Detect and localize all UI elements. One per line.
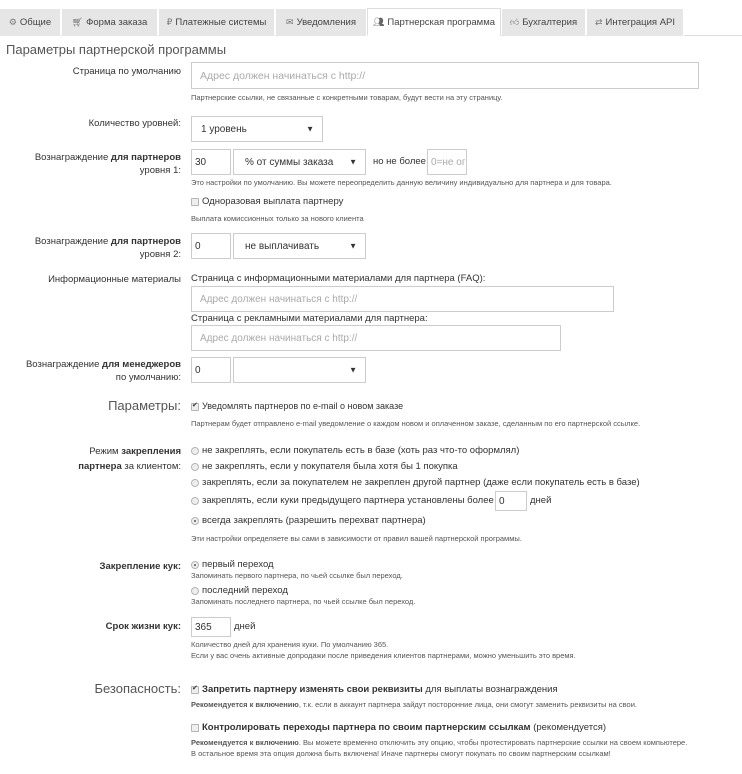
label-text: Вознаграждение xyxy=(25,359,103,370)
forbid-requisites-change-checkbox[interactable] xyxy=(191,686,199,694)
default-page-hint: Партнерские ссылки, не связанные с конкретными товарам, будут вести на эту страницу. xyxy=(191,93,503,102)
cookie-days-unit: дней xyxy=(530,495,552,506)
levels-select[interactable] xyxy=(191,116,323,142)
reward-level2-amount-input[interactable]: 0 xyxy=(191,233,231,259)
cookie-lifetime-hint-2: Если у вас очень активные допродажи после приведения клиентов партнерами, можно уменьшить это время. xyxy=(191,651,576,660)
tab-label: Общие xyxy=(19,17,52,28)
gear-icon: ⚙ xyxy=(8,17,17,27)
ruble-icon: ₽ xyxy=(166,17,173,27)
label-bold-text: закрепления xyxy=(121,446,181,457)
tab-affiliate-program[interactable] xyxy=(367,8,501,36)
cart-icon: 🛒︎ xyxy=(71,17,84,27)
security-label: Безопасность: xyxy=(94,681,181,696)
binding-mode-radio-2[interactable] xyxy=(191,463,199,471)
label-text: (рекомендуется) xyxy=(530,722,606,733)
tab-api-integration[interactable] xyxy=(587,9,684,36)
reward-level1-hint: Это настройки по умолчанию. Вы можете переопределить данную величину индивидуально для партнера и для товара. xyxy=(191,178,612,187)
tab-notifications[interactable] xyxy=(276,9,367,36)
faq-page-label: Страница с информационными материалами для партнера (FAQ): xyxy=(191,273,486,284)
tab-label: Форма заказа xyxy=(86,17,148,28)
max-label: но не более xyxy=(373,156,426,167)
reward-managers-label xyxy=(10,358,181,384)
hint-bold-text: Рекомендуется к включению xyxy=(191,738,299,747)
forbid-requisites-change-label xyxy=(202,684,558,695)
dropdown-arrow-icon: ▼ xyxy=(349,365,357,375)
params-label: Параметры: xyxy=(108,398,181,413)
control-clicks-label xyxy=(202,722,606,733)
info-materials-label: Информационные материалы xyxy=(48,274,181,285)
reward-level1-type-select[interactable] xyxy=(233,149,366,175)
cookie-days-input[interactable]: 0 xyxy=(495,491,527,511)
reward-level1-amount-input[interactable]: 30 xyxy=(191,149,231,175)
label-text: для выплаты вознаграждения xyxy=(422,684,558,695)
tab-label: Платежные системы xyxy=(175,17,267,28)
label-bold-text: партнера xyxy=(78,461,122,472)
cookie-lifetime-label: Срок жизни кук: xyxy=(105,621,181,632)
cookie-last-radio[interactable] xyxy=(191,587,199,595)
binding-mode-radio-3[interactable] xyxy=(191,479,199,487)
hint-text: . Вы можете временно отключить эту опцию, чтобы протестировать партнерские ссылки на своем компьютере. xyxy=(298,738,688,747)
tab-general[interactable] xyxy=(0,9,61,36)
tab-label: Интеграция API xyxy=(605,17,676,28)
tab-payment-systems[interactable] xyxy=(159,9,275,36)
forbid-requisites-change-hint xyxy=(191,699,637,711)
binding-mode-option-2: не закреплять, если у покупателя была хотя бы 1 покупка xyxy=(202,461,458,472)
label-bold-text: для партнеров xyxy=(110,152,181,163)
dropdown-arrow-icon: ▼ xyxy=(349,241,357,251)
cookie-first-label: первый переход xyxy=(202,559,274,570)
cookie-last-hint: Запоминать последнего партнера, по чьей ссылке был переход. xyxy=(191,597,416,606)
default-page-input[interactable]: Адрес должен начинаться с http:// xyxy=(191,62,699,89)
hint-text: , т.к. если в аккаунт партнера зайдут посторонние лица, они смогут заменить реквизиты на свои. xyxy=(298,700,637,709)
cookie-lifetime-hint-1: Количество дней для хранения куки. По умолчанию 365. xyxy=(191,640,389,649)
reward-level1-label xyxy=(10,151,181,177)
label-text: Вознаграждение xyxy=(34,152,111,163)
binding-mode-option-1: не закреплять, если покупатель есть в базе (хоть раз что-то оформлял) xyxy=(202,445,520,456)
reward-level1-type-value: % от суммы заказа xyxy=(245,156,334,168)
users-icon: 👥︎ xyxy=(372,17,385,27)
label-bold-text: для менеджеров xyxy=(102,359,181,370)
tab-label: Уведомления xyxy=(296,17,356,28)
tab-label: Бухгалтерия xyxy=(522,17,578,28)
label-text: уровня 2: xyxy=(139,249,181,260)
one-time-payment-label: Одноразовая выплата партнеру xyxy=(202,196,344,207)
tab-label: Партнерская программа xyxy=(387,17,496,28)
binding-mode-option-5: всегда закреплять (разрешить перехват партнера) xyxy=(202,515,426,526)
cookie-lifetime-input[interactable]: 365 xyxy=(191,617,231,637)
control-clicks-hint-2: В остальное время эта опция должна быть включена! Иначе партнеры смогут покупать по своим партнерским ссылкам! xyxy=(191,749,611,758)
levels-label: Количество уровней: xyxy=(88,118,181,129)
binding-mode-option-3: закреплять, если за покупателем не закреплен другой партнер (даже если покупатель есть в базе) xyxy=(202,477,640,488)
reward-level2-type-select[interactable] xyxy=(233,233,366,259)
envelope-icon: ✉ xyxy=(286,17,294,27)
reward-level1-max-input[interactable]: 0=не ог xyxy=(427,149,467,175)
hint-bold-text: Рекомендуется к включению xyxy=(191,700,299,709)
notify-partners-hint: Партнерам будет отправлено e-mail уведомление о каждом новом и оплаченном заказе, сделанным по его партнерской ссылке. xyxy=(191,419,641,428)
cookie-last-label: последний переход xyxy=(202,585,288,596)
cookie-first-hint: Запоминать первого партнера, по чьей ссылке был переход. xyxy=(191,571,403,580)
label-bold-text: Контролировать переходы партнера по своим партнерским ссылкам xyxy=(202,722,531,733)
promo-page-label: Страница с рекламными материалами для партнера: xyxy=(191,313,428,324)
notify-partners-checkbox[interactable] xyxy=(191,403,199,411)
binding-mode-option-4: закреплять, если куки предыдущего партнера установлены более xyxy=(202,495,494,506)
label-text: Вознаграждение xyxy=(34,236,111,247)
section-title: Параметры партнерской программы xyxy=(6,42,227,57)
label-bold-text: Запретить партнеру изменять свои реквизиты xyxy=(202,684,423,695)
label-text: по умолчанию: xyxy=(115,372,181,383)
one-time-payment-hint: Выплата комиссионных только за нового клиента xyxy=(191,214,364,223)
label-text: уровня 1: xyxy=(139,165,181,176)
tab-order-form[interactable] xyxy=(62,9,158,36)
binding-mode-radio-4[interactable] xyxy=(191,497,199,505)
one-time-payment-checkbox[interactable] xyxy=(191,198,199,206)
levels-select-value: 1 уровень xyxy=(201,123,247,135)
cookie-first-radio[interactable] xyxy=(191,561,199,569)
cookie-binding-label: Закрепление кук: xyxy=(99,561,181,572)
notify-partners-label: Уведомлять партнеров по e-mail о новом заказе xyxy=(202,401,404,411)
binding-mode-radio-1[interactable] xyxy=(191,447,199,455)
faq-page-input[interactable]: Адрес должен начинаться с http:// xyxy=(191,286,614,312)
tab-accounting[interactable] xyxy=(502,9,586,36)
label-text: Режим xyxy=(89,446,122,457)
settings-tabs xyxy=(0,9,742,36)
label-text: за клиентом: xyxy=(121,461,181,472)
reward-level2-type-value: не выплачивать xyxy=(245,240,320,252)
binding-mode-label xyxy=(10,444,181,474)
default-page-label: Страница по умолчанию xyxy=(72,66,181,77)
label-bold-text: для партнеров xyxy=(110,236,181,247)
dropdown-arrow-icon: ▼ xyxy=(349,157,357,167)
promo-page-input[interactable]: Адрес должен начинаться с http:// xyxy=(191,325,561,351)
binding-mode-hint: Эти настройки определяете вы сами в зависимости от правил вашей партнерской программы. xyxy=(191,534,522,543)
cookie-lifetime-unit: дней xyxy=(234,621,256,632)
control-clicks-checkbox[interactable] xyxy=(191,724,199,732)
reward-level2-label xyxy=(10,235,181,261)
binding-mode-radio-5[interactable] xyxy=(191,517,199,525)
thumbs-up-icon: 👍︎ xyxy=(509,17,520,27)
reward-managers-amount-input[interactable]: 0 xyxy=(191,357,231,383)
dropdown-arrow-icon: ▼ xyxy=(306,124,314,134)
exchange-icon: ⇄ xyxy=(594,17,603,27)
reward-managers-type-select[interactable] xyxy=(233,357,366,383)
